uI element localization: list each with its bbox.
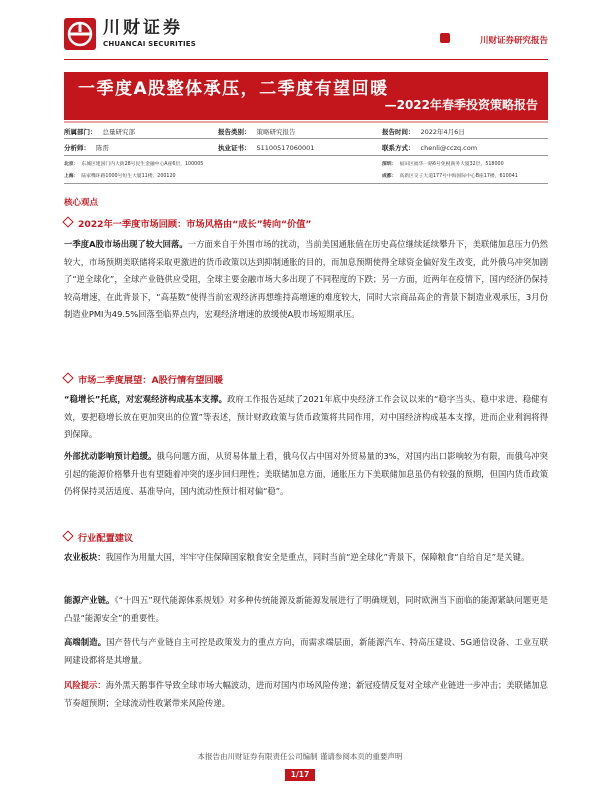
report-title: 一季度A股整体承压，二季度有望回暖	[78, 79, 389, 99]
date-info	[382, 127, 465, 136]
email-label: 联系方式：	[382, 144, 415, 152]
section-heading-industry	[64, 530, 133, 544]
title-divider	[64, 121, 548, 123]
type-label: 报告类别：	[218, 128, 251, 136]
email-info	[382, 143, 477, 152]
diamond-bullet-icon	[62, 530, 73, 541]
paragraph-lead: “稳增长”托底，对宏观经济构成基本支撑。	[64, 394, 228, 404]
paragraph-body: 《“十四五”现代能源体系规划》对多种传统能源及新能源发展进行了明确规划，同时欧洲当下面临的能源紧缺问题更是凸显“能源安全”的重要性。	[64, 595, 548, 623]
analyst-label: 分析师：	[64, 144, 90, 152]
section-heading-review	[64, 216, 311, 230]
address-beijing	[64, 160, 203, 167]
page-number: 1/17	[285, 769, 315, 781]
paragraph-body: 一方面来自于外围市场的扰动，当前美国通胀值在历史高位继续延续攀升下，美联储加息压力仍然较大，市场预期美联储将采取更激进的货币政策以达到抑制通胀的目的，而加息预期使得全球资金偏好发生改变，此外俄乌冲突加剧了“逆全球化”，全球产业链供应受阻，全球主要金融市场大多出现了不同程度的下跌；另一方面，近两年在疫情下，国内经济仍保持较高增速，在此背景下，“高基数”使得当前宏观经济再想维持高增速的难度较大，同时大宗商品高企的背景下制造业观承压，3月份制造业PMI为49.5%回落至临界点内，宏观经济增速的放缓使A股市场短期承压。	[64, 239, 548, 319]
address-text: 高新区交子大道177号中海国际中心B座17楼，610041	[399, 174, 518, 179]
address-city: 成都：	[382, 174, 397, 179]
footer-disclaimer: 本报告由川财证券有限责任公司编制 谨请参阅本页的重要声明	[197, 752, 403, 761]
section-heading-outlook	[64, 372, 223, 386]
date-label: 报告时间：	[382, 128, 415, 136]
cert-label: 执业证书：	[218, 144, 251, 152]
paragraph-stable-growth	[64, 391, 548, 444]
diamond-bullet-icon	[62, 372, 73, 383]
diamond-bullet-icon	[62, 216, 73, 227]
address-chengdu	[382, 172, 518, 179]
paragraph-body: 我国作为用量大国，牢牢守住保障国家粮食安全是重点，同时当前“逆全球化”背景下，保障粮食“自给自足”是关键。	[105, 552, 530, 562]
company-name-en: CHUANCAI SECURITIES	[103, 40, 196, 48]
analyst-info	[64, 143, 109, 152]
header-divider	[64, 59, 548, 60]
paragraph-lead: 一季度A股市场出现了较大回落。	[64, 239, 188, 249]
dept-info	[64, 127, 135, 136]
paragraph-agriculture	[64, 549, 548, 567]
paragraph-risk	[64, 677, 548, 712]
info-divider-2	[64, 155, 548, 156]
report-icon	[440, 33, 450, 43]
company-name-cn: 川财证券	[103, 18, 183, 38]
paragraph-body: 政府工作报告延续了2021年底中央经济工作会议以来的“稳字当头、稳中求进、稳健有效，要把稳增长放在更加突出的位置”等表述，预计财政政策与货币政策将共同作用，对中国经济构成基本支撑，进而企业利润将得到保障。	[64, 394, 548, 439]
address-text: 东城区建国门内大街28号民生金融中心A座6层，100005	[81, 162, 204, 167]
type-value: 策略研究报告	[256, 128, 296, 136]
paragraph-external-factors	[64, 448, 548, 501]
email-value: chenli@cczq.com	[420, 144, 478, 152]
address-city: 上海：	[64, 174, 79, 179]
date-value: 2022年4月6日	[420, 128, 465, 136]
paragraph-lead: 农业板块：	[64, 552, 106, 562]
paragraph-lead: 高端制造。	[64, 637, 107, 647]
address-city: 深圳：	[382, 162, 397, 167]
address-shanghai	[64, 172, 176, 179]
report-subtitle: —2022年春季投资策略报告	[384, 98, 538, 112]
paragraph-market-review	[64, 236, 548, 324]
paragraph-energy	[64, 592, 548, 627]
dept-label: 所属部门：	[64, 128, 97, 136]
section-title: 2022年一季度市场回顾：市场风格由“成长”转向“价值”	[78, 219, 312, 230]
risk-lead: 风险提示：	[64, 680, 106, 690]
dept-value: 总量研究部	[102, 128, 135, 136]
paragraph-manufacturing	[64, 634, 548, 669]
section-title: 市场二季度展望：A股行情有望回暖	[78, 375, 223, 386]
info-divider-3	[64, 183, 548, 184]
cert-info	[218, 143, 314, 152]
paragraph-lead: 外部扰动影响预计趋缓。	[64, 451, 157, 461]
address-text: 福田区福华一路6号免税商务大厦32层，518000	[399, 162, 504, 167]
company-logo-icon	[64, 18, 96, 50]
address-shenzhen	[382, 160, 504, 167]
header-report-label: 川财证券研究报告	[479, 36, 548, 46]
paragraph-body: 国产替代与产业链自主可控是政策发力的重点方向，而需求端层面，新能源汽车、特高压建设、5G通信设备、工业互联网建设都将是其增量。	[64, 637, 548, 665]
address-text: 陆家嘴环路1000号恒生大厦11楼，200120	[81, 174, 176, 179]
paragraph-body: 海外黑天鹅事件导致全球市场大幅波动，进而对国内市场风险传递；新冠疫情反复对全球产业链进一步冲击；美联储加息节奏超预期；全球流动性收紧带来风险传递。	[64, 680, 548, 708]
section-title: 行业配置建议	[78, 533, 134, 544]
info-divider-1	[64, 138, 548, 139]
paragraph-body: 俄乌问题方面，从贸易体量上看，俄乌仅占中国对外贸易量的3%，对国内出口影响较为有限，而俄乌冲突引起的能源价格攀升也有望随着冲突的逐步回归理性；美联储加息方面，通胀压力下美联储加息虽仍有较强的预期，但国内货币政策仍将保持灵活适度、基准导向，国内流动性预计相对偏“稳”。	[64, 451, 548, 496]
paragraph-lead: 能源产业链。	[64, 595, 115, 605]
cert-value: S1100517060001	[256, 144, 315, 152]
core-views-heading: 核心观点	[64, 198, 99, 208]
type-info	[218, 127, 296, 136]
analyst-value: 陈雳	[96, 144, 109, 152]
address-city: 北京：	[64, 162, 79, 167]
